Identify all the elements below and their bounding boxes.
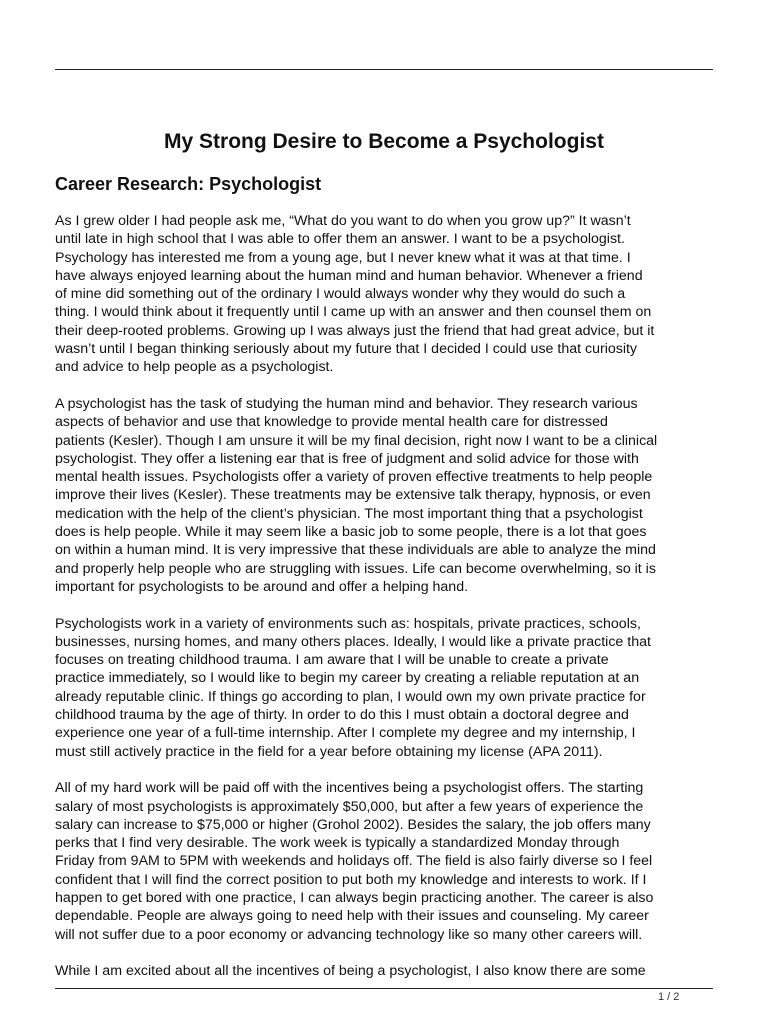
text-line: improve their lives (Kesler). These treatments may be extensive talk therapy, hypnosis, or even [55,487,651,504]
paragraph-4 [55,779,715,944]
text-line: does is help people. While it may seem like a basic job to some people, there is a lot that goes [55,524,647,541]
text-line: will not suffer due to a poor economy or advancing technology like so many other careers will. [55,926,643,943]
text-line: of mine did something out of the ordinary I would always wonder why they would do such a [55,286,626,303]
paragraph-2 [55,395,715,596]
text-line: important for psychologists to be around and offer a helping hand. [55,578,469,595]
text-line: Psychology has interested me from a young age, but I never knew what it was at that time. I [55,249,631,266]
text-line: and advice to help people as a psychologist. [55,359,334,376]
text-line: businesses, nursing homes, and many others places. Ideally, I would like a private practice that [55,633,651,650]
text-line: salary can increase to $75,000 or higher (Grohol 2002). Besides the salary, the job offers many [55,816,651,833]
text-line: All of my hard work will be paid off with the incentives being a psychologist offers. The starting [55,780,644,797]
section-heading: Career Research: Psychologist [55,174,322,194]
text-line: patients (Kesler). Though I am unsure it will be my final decision, right now I want to be a clinical [55,432,658,449]
text-line: Friday from 9AM to 5PM with weekends and holidays off. The field is also fairly diverse so I feel [55,853,653,870]
text-line: psychologist. They offer a listening ear that is free of judgment and solid advice for those with [55,450,639,467]
text-line: until late in high school that I was able to offer them an answer. I want to be a psychologist. [55,231,625,248]
text-line: aspects of behavior and use that knowledge to provide mental health care for distressed [55,414,608,431]
text-line: have always enjoyed learning about the human mind and human behavior. Whenever a friend [55,267,643,284]
text-line: mental health issues. Psychologists offer a variety of proven effective treatments to help people [55,469,653,486]
page-indicator: 1 / 2 [658,991,680,1003]
text-line: must still actively practice in the field for a year before obtaining my license (APA 2011). [55,743,603,760]
paragraph-3 [55,615,715,761]
header-rule [55,69,713,70]
text-line: medication with the help of the client’s physician. The most important thing that a psychologist [55,505,643,522]
text-line: wasn’t until I began thinking seriously about my future that I decided I could use that curiosity [55,341,638,358]
document-body [55,212,715,999]
paragraph-1 [55,212,715,377]
paragraph-5 [55,962,715,980]
text-line: thing. I would think about it frequently until I came up with an answer and then counsel them on [55,304,652,321]
text-line: happen to get bored with one practice, I can always begin practicing another. The career is also [55,889,654,906]
text-line: practice immediately, so I would like to begin my career by creating a reliable reputation at an [55,670,640,687]
text-line: their deep-rooted problems. Growing up I was always just the friend that had great advice, but it [55,322,655,339]
text-line: on within a human mind. It is very impressive that these individuals are able to analyze the mind [55,542,656,559]
text-line: salary of most psychologists is approximately $50,000, but after a few years of experience the [55,798,644,815]
text-line: and properly help people who are struggling with issues. Life can become overwhelming, so it is [55,560,656,577]
text-line: focuses on treating childhood trauma. I am aware that I will be unable to create a private [55,652,609,669]
footer-rule [55,988,713,989]
text-line: confident that I will find the correct position to put both my knowledge and interests to work. If I [55,871,647,888]
text-line: experience one year of a full-time internship. After I complete my degree and my internship, I [55,725,636,742]
text-line: A psychologist has the task of studying the human mind and behavior. They research various [55,395,638,412]
text-line: As I grew older I had people ask me, “What do you want to do when you grow up?” It wasn’t [55,213,631,229]
text-line: dependable. People are always going to need help with their issues and counseling. My career [55,908,649,925]
text-line: perks that I find very desirable. The work week is typically a standardized Monday through [55,835,620,852]
document-title: My Strong Desire to Become a Psychologist [164,130,604,153]
text-line: While I am excited about all the incentives of being a psychologist, I also know there are some [55,963,646,980]
text-line: Psychologists work in a variety of environments such as: hospitals, private practices, schools, [55,615,641,632]
text-line: already reputable clinic. If things go according to plan, I would own my own private practice for [55,688,646,705]
text-line: childhood trauma by the age of thirty. In order to do this I must obtain a doctoral degree and [55,707,629,724]
